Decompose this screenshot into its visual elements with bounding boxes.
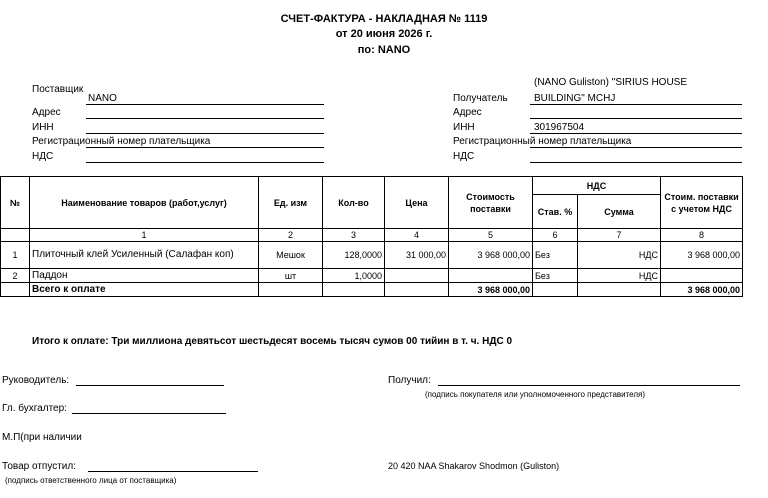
director-sign-line: [76, 385, 224, 386]
stamp-label: М.П(при наличии: [2, 432, 82, 443]
total-label: Всего к оплате: [30, 283, 259, 297]
recipient-nds-label: НДС: [453, 151, 475, 162]
received-label: Получил:: [388, 375, 431, 386]
column-number-row: [1, 229, 743, 242]
header-nds: НДС: [533, 177, 661, 195]
released-sign-line: [88, 471, 258, 472]
header-price: Цена: [385, 177, 449, 229]
header-sum: Сумма: [578, 195, 661, 229]
row-unit: Мешок: [259, 242, 323, 269]
row-cost: 3 968 000,00: [449, 242, 533, 269]
supplier-reg-line: [86, 147, 324, 148]
recipient-address-line: [530, 118, 742, 119]
row-name: Плиточный клей Усиленный (Салафан коп): [30, 242, 259, 269]
supplier-nds-line: [86, 162, 324, 163]
total-empty: [578, 283, 661, 297]
col-number: [1, 229, 30, 242]
col-number: 6: [533, 229, 578, 242]
total-empty: [323, 283, 385, 297]
header-qty: Кол-во: [323, 177, 385, 229]
row-qty: 128,0000: [323, 242, 385, 269]
total-value: 3 968 000,00: [661, 283, 743, 297]
recipient-label: Получатель: [453, 93, 508, 104]
total-empty: [259, 283, 323, 297]
header-num: №: [1, 177, 30, 229]
released-caption: (подпись ответственного лица от поставщика): [5, 476, 177, 485]
total-row: [1, 283, 743, 297]
recipient-inn-label: ИНН: [453, 122, 475, 133]
header-rate: Став. %: [533, 195, 578, 229]
col-number: 2: [259, 229, 323, 242]
released-label: Товар отпустил:: [2, 461, 76, 472]
col-number: 5: [449, 229, 533, 242]
total-cost: 3 968 000,00: [449, 283, 533, 297]
supplier-label: Поставщик: [32, 84, 84, 95]
supplier-line: [86, 104, 324, 105]
col-number: 8: [661, 229, 743, 242]
supplier-nds-label: НДС: [32, 151, 54, 162]
col-number: 7: [578, 229, 661, 242]
accountant-sign-line: [72, 413, 226, 414]
col-number: 1: [30, 229, 259, 242]
invoice-title: СЧЕТ-ФАКТУРА - НАКЛАДНАЯ № 1119: [280, 13, 488, 25]
accountant-label: Гл. бухгалтер:: [2, 403, 67, 414]
row-qty: 1,0000: [323, 269, 385, 283]
supplier-inn-line: [86, 133, 324, 134]
row-num: 1: [1, 242, 30, 269]
row-rate: Без: [533, 269, 578, 283]
row-unit: шт: [259, 269, 323, 283]
row-rate: Без: [533, 242, 578, 269]
table-header-row: [1, 177, 743, 195]
row-total: 3 968 000,00: [661, 242, 743, 269]
header-cost: Стоимость поставки: [449, 177, 533, 229]
row-name: Паддон: [30, 269, 259, 283]
invoice-table: [0, 176, 743, 297]
header-total-cost: Стоим. поставки с учетом НДС: [661, 177, 743, 229]
director-label: Руководитель:: [2, 375, 70, 386]
row-num: 2: [1, 269, 30, 283]
total-empty: [385, 283, 449, 297]
table-row: [1, 269, 743, 283]
col-number: 3: [323, 229, 385, 242]
supplier-address-label: Адрес: [32, 107, 61, 118]
recipient-nds-line: [530, 162, 742, 163]
row-sum: НДС: [578, 242, 661, 269]
supplier-reg-label: Регистрационный номер плательщика: [32, 136, 211, 147]
row-price: [385, 269, 449, 283]
recipient-reg-line: [530, 147, 742, 148]
invoice-po: по: NANO: [357, 44, 411, 56]
supplier-inn-label: ИНН: [32, 122, 54, 133]
recipient-value-line1: (NANO Guliston) "SIRIUS HOUSE: [534, 77, 688, 88]
summary-text: Итого к оплате: Три миллиона девятьсот шестьдесят восемь тысяч сумов 00 тийин в т. ч. НДС 0: [32, 336, 513, 347]
row-sum: НДС: [578, 269, 661, 283]
total-empty: [533, 283, 578, 297]
header-name: Наименование товаров (работ,услуг): [30, 177, 259, 229]
supplier-address-line: [86, 118, 324, 119]
row-total: [661, 269, 743, 283]
header-unit: Ед. изм: [259, 177, 323, 229]
supplier-value: NANO: [88, 93, 117, 104]
recipient-address-label: Адрес: [453, 107, 482, 118]
recipient-value-line2: BUILDING" MCHJ: [534, 93, 616, 104]
col-number: 4: [385, 229, 449, 242]
total-empty: [1, 283, 30, 297]
recipient-reg-label: Регистрационный номер плательщика: [453, 136, 632, 147]
table-row: [1, 242, 743, 269]
received-caption: (подпись покупателя или уполномоченного представителя): [425, 390, 646, 399]
document-reference: 20 420 NAA Shakarov Shodmon (Guliston): [388, 461, 560, 471]
invoice-date: от 20 июня 2026 г.: [335, 28, 433, 40]
row-price: 31 000,00: [385, 242, 449, 269]
received-sign-line: [438, 385, 740, 386]
recipient-inn-value: 301967504: [534, 122, 585, 133]
row-cost: [449, 269, 533, 283]
recipient-line: [530, 104, 742, 105]
recipient-inn-line: [530, 133, 742, 134]
